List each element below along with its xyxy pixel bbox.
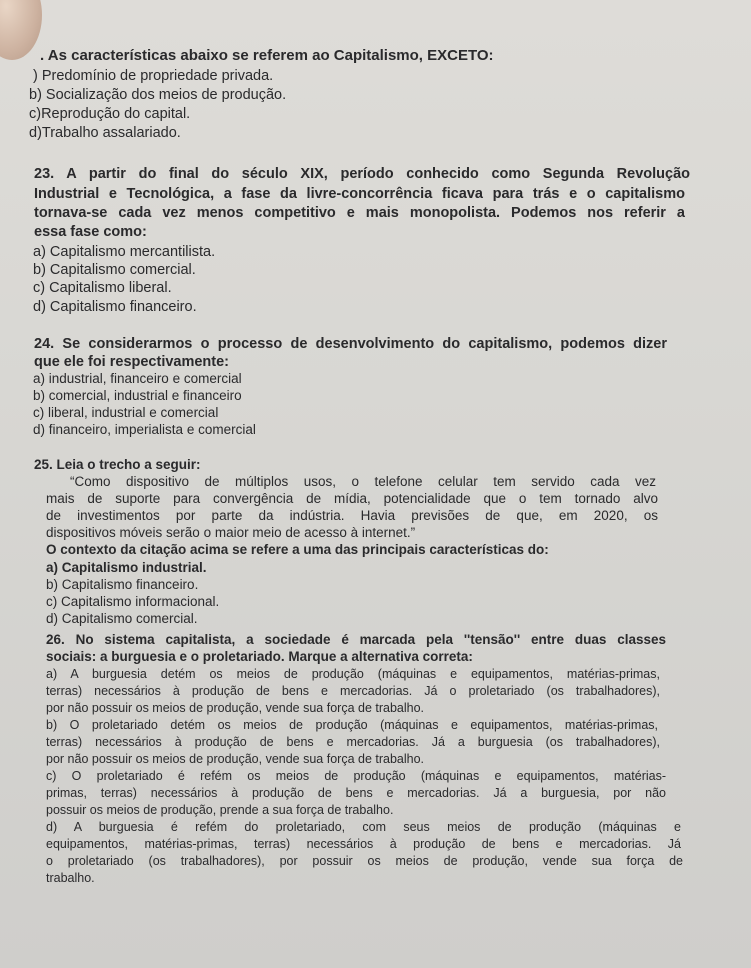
q23-option-b: b) Capitalismo comercial. — [33, 262, 196, 278]
q22-option-a: ) Predomínio de propriedade privada. — [33, 68, 274, 84]
q26-option-a-line-2: terras) necessários à produção de bens e mercadorias. Já o proletariado (os trabalhadores), — [46, 684, 660, 698]
q23-stem-1: 23. A partir do final do século XIX, período conhecido como Segunda Revolução — [34, 166, 690, 182]
q24-stem-2: que ele foi respectivamente: — [34, 354, 230, 370]
q26-stem-1: 26. No sistema capitalista, a sociedade é marcada pela ''tensão'' entre duas classes — [46, 632, 666, 647]
q26-option-c-line-1: c) O proletariado é refém os meios de produção (máquinas e equipamentos, matérias- — [46, 769, 666, 783]
q26-option-c-line-2: primas, terras) necessários à produção de bens e mercadorias. Já a burguesia, por não — [46, 786, 666, 800]
q26-option-b-line-2: terras) necessários à produção de bens e mercadorias. Já a burguesia (os trabalhadores), — [46, 735, 660, 749]
q23-option-d: d) Capitalismo financeiro. — [33, 299, 197, 315]
q25-quote-4: dispositivos móveis serão o maior meio de acesso à internet.” — [46, 525, 416, 540]
q22-option-b: b) Socialização dos meios de produção. — [29, 87, 287, 103]
q26-option-d-line-3: o proletariado (os trabalhadores), por possuir os meios de produção, vende sua força de — [46, 854, 683, 868]
q24-option-a: a) industrial, financeiro e comercial — [33, 371, 242, 386]
q24-stem-1: 24. Se considerarmos o processo de desenvolvimento do capitalismo, podemos dizer — [34, 336, 667, 352]
q26-option-a-line-3: por não possuir os meios de produção, vende sua força de trabalho. — [46, 701, 425, 715]
q23-stem-2: Industrial e Tecnológica, a fase da livre-concorrência ficava para trás e o capitalismo — [34, 186, 685, 202]
q25-option-d: d) Capitalismo comercial. — [46, 611, 198, 626]
q23-option-c: c) Capitalismo liberal. — [33, 280, 172, 296]
q25-quote-1: “Como dispositivo de múltiplos usos, o telefone celular tem servido cada vez — [70, 474, 656, 489]
q25-option-a: a) Capitalismo industrial. — [46, 560, 207, 575]
q26-option-d-line-4: trabalho. — [46, 871, 95, 885]
q26-option-c-line-3: possuir os meios de produção, prende a sua força de trabalho. — [46, 803, 394, 817]
q24-option-d: d) financeiro, imperialista e comercial — [33, 422, 256, 437]
q26-option-d-line-2: equipamentos, matérias-primas, terras) necessários à produção de bens e mercadorias. Já — [46, 837, 681, 851]
q26-option-b-line-1: b) O proletariado detém os meios de produção (máquinas e equipamentos, matérias-primas, — [46, 718, 658, 732]
q25-quote-3: de investimentos por parte da indústria. Havia previsões de que, em 2020, os — [46, 508, 658, 523]
q23-stem-4: essa fase como: — [34, 224, 147, 240]
q23-stem-3: tornava-se cada vez menos competitivo e mais monopolista. Podemos nos referir a — [34, 205, 685, 221]
q26-option-a-line-1: a) A burguesia detém os meios de produção (máquinas e equipamentos, matérias-primas, — [46, 667, 660, 681]
q23-option-a: a) Capitalismo mercantilista. — [33, 244, 216, 260]
q22-option-c: c)Reprodução do capital. — [29, 106, 191, 122]
q26-stem-2: sociais: a burguesia e o proletariado. Marque a alternativa correta: — [46, 649, 473, 664]
q22-option-d: d)Trabalho assalariado. — [29, 125, 181, 141]
q25-quote-2: mais de suporte para convergência de mídia, potencialidade que o tem tornado alvo — [46, 491, 658, 506]
q24-option-b: b) comercial, industrial e financeiro — [33, 388, 242, 403]
q25-option-b: b) Capitalismo financeiro. — [46, 577, 199, 592]
q25-stem: 25. Leia o trecho a seguir: — [34, 457, 201, 472]
q24-option-c: c) liberal, industrial e comercial — [33, 405, 219, 420]
q26-option-d-line-1: d) A burguesia é refém do proletariado, com seus meios de produção (máquinas e — [46, 820, 681, 834]
q22-stem: . As características abaixo se referem ao Capitalismo, EXCETO: — [40, 47, 494, 64]
q26-option-b-line-3: por não possuir os meios de produção, vende sua força de trabalho. — [46, 752, 425, 766]
q25-option-c: c) Capitalismo informacional. — [46, 594, 220, 609]
q25-prompt: O contexto da citação acima se refere a uma das principais características do: — [46, 542, 549, 557]
